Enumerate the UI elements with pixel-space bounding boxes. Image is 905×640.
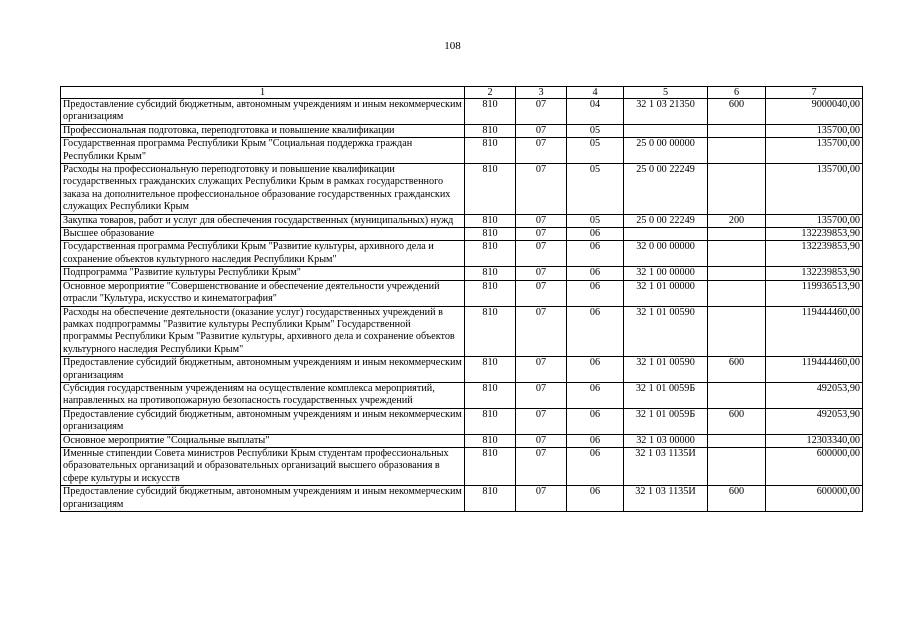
table-row [61, 434, 863, 447]
amount-cell: 132239853,90 [766, 267, 863, 280]
row-name-cell: Подпрограмма "Развитие культуры Республики Крым" [61, 267, 465, 280]
table-row [61, 124, 863, 137]
column-header: 2 [465, 87, 516, 99]
table-row [61, 99, 863, 125]
section-cell: 07 [516, 241, 567, 267]
row-name-cell: Предоставление субсидий бюджетным, автономным учреждениям и иным некоммерческим организациям [61, 486, 465, 512]
section-cell: 07 [516, 408, 567, 434]
subsection-cell: 06 [567, 280, 624, 306]
admin-code-cell: 810 [465, 486, 516, 512]
target-article-cell [624, 124, 708, 137]
subsection-cell: 04 [567, 99, 624, 125]
table-row [61, 486, 863, 512]
expense-type-cell [708, 124, 766, 137]
expense-type-cell [708, 382, 766, 408]
expense-type-cell [708, 306, 766, 357]
expense-type-cell: 600 [708, 99, 766, 125]
admin-code-cell: 810 [465, 357, 516, 383]
admin-code-cell: 810 [465, 382, 516, 408]
section-cell: 07 [516, 306, 567, 357]
section-cell: 07 [516, 267, 567, 280]
column-header: 3 [516, 87, 567, 99]
table-row [61, 280, 863, 306]
target-article-cell: 25 0 00 00000 [624, 138, 708, 164]
expense-type-cell [708, 241, 766, 267]
table-row [61, 138, 863, 164]
target-article-cell [624, 228, 708, 241]
expense-type-cell [708, 138, 766, 164]
section-cell: 07 [516, 382, 567, 408]
target-article-cell: 32 1 01 00590 [624, 306, 708, 357]
column-header: 4 [567, 87, 624, 99]
row-name-cell: Закупка товаров, работ и услуг для обеспечения государственных (муниципальных) нужд [61, 214, 465, 227]
amount-cell: 119444460,00 [766, 357, 863, 383]
table-row [61, 228, 863, 241]
target-article-cell: 32 1 03 21350 [624, 99, 708, 125]
subsection-cell: 06 [567, 382, 624, 408]
target-article-cell: 32 1 03 1135И [624, 486, 708, 512]
column-header: 7 [766, 87, 863, 99]
amount-cell: 119444460,00 [766, 306, 863, 357]
amount-cell: 492053,90 [766, 408, 863, 434]
row-name-cell: Государственная программа Республики Крым "Развитие культуры, архивного дела и сохранение объектов культурного наследия Республики Крым" [61, 241, 465, 267]
subsection-cell: 05 [567, 138, 624, 164]
row-name-cell: Государственная программа Республики Крым "Социальная поддержка граждан Республики Крым" [61, 138, 465, 164]
target-article-cell: 32 1 01 0059Б [624, 382, 708, 408]
row-name-cell: Предоставление субсидий бюджетным, автономным учреждениям и иным некоммерческим организациям [61, 408, 465, 434]
admin-code-cell: 810 [465, 408, 516, 434]
admin-code-cell: 810 [465, 306, 516, 357]
section-cell: 07 [516, 357, 567, 383]
table-row [61, 447, 863, 485]
row-name-cell: Профессиональная подготовка, переподготовка и повышение квалификации [61, 124, 465, 137]
subsection-cell: 06 [567, 447, 624, 485]
expense-type-cell: 600 [708, 486, 766, 512]
section-cell: 07 [516, 124, 567, 137]
expense-type-cell: 200 [708, 214, 766, 227]
target-article-cell: 25 0 00 22249 [624, 214, 708, 227]
section-cell: 07 [516, 280, 567, 306]
row-name-cell: Основное мероприятие "Совершенствование и обеспечение деятельности учреждений отрасли "Культура, искусство и кинематография" [61, 280, 465, 306]
table-body [61, 99, 863, 512]
admin-code-cell: 810 [465, 99, 516, 125]
table-row [61, 164, 863, 215]
subsection-cell: 06 [567, 306, 624, 357]
amount-cell: 600000,00 [766, 447, 863, 485]
target-article-cell: 32 1 00 00000 [624, 267, 708, 280]
expense-type-cell [708, 280, 766, 306]
amount-cell: 135700,00 [766, 138, 863, 164]
page-number: 108 [444, 40, 461, 52]
expense-type-cell [708, 447, 766, 485]
section-cell: 07 [516, 214, 567, 227]
expense-type-cell [708, 434, 766, 447]
row-name-cell: Предоставление субсидий бюджетным, автономным учреждениям и иным некоммерческим организациям [61, 99, 465, 125]
amount-cell: 135700,00 [766, 214, 863, 227]
amount-cell: 600000,00 [766, 486, 863, 512]
amount-cell: 132239853,90 [766, 228, 863, 241]
expense-type-cell: 600 [708, 408, 766, 434]
target-article-cell: 32 1 03 1135И [624, 447, 708, 485]
target-article-cell: 25 0 00 22249 [624, 164, 708, 215]
amount-cell: 135700,00 [766, 124, 863, 137]
subsection-cell: 06 [567, 241, 624, 267]
subsection-cell: 05 [567, 214, 624, 227]
subsection-cell: 06 [567, 408, 624, 434]
row-name-cell: Именные стипендии Совета министров Республики Крым студентам профессиональных образовательных организаций и образовательных организаций высшего образования в сфере культуры и искусств [61, 447, 465, 485]
subsection-cell: 06 [567, 228, 624, 241]
target-article-cell: 32 1 01 00590 [624, 357, 708, 383]
expense-type-cell [708, 164, 766, 215]
amount-cell: 135700,00 [766, 164, 863, 215]
table-row [61, 408, 863, 434]
table-row [61, 241, 863, 267]
subsection-cell: 06 [567, 434, 624, 447]
row-name-cell: Высшее образование [61, 228, 465, 241]
admin-code-cell: 810 [465, 138, 516, 164]
amount-cell: 132239853,90 [766, 241, 863, 267]
table-row [61, 306, 863, 357]
section-cell: 07 [516, 228, 567, 241]
table-row [61, 382, 863, 408]
column-header: 1 [61, 87, 465, 99]
expense-type-cell [708, 228, 766, 241]
section-cell: 07 [516, 447, 567, 485]
budget-table [60, 86, 863, 512]
table-row [61, 357, 863, 383]
table-header-row [61, 87, 863, 99]
row-name-cell: Основное мероприятие "Социальные выплаты" [61, 434, 465, 447]
admin-code-cell: 810 [465, 164, 516, 215]
admin-code-cell: 810 [465, 124, 516, 137]
target-article-cell: 32 1 03 00000 [624, 434, 708, 447]
section-cell: 07 [516, 434, 567, 447]
table-row [61, 214, 863, 227]
row-name-cell: Субсидия государственным учреждениям на осуществление комплекса мероприятий, направленных на противопожарную безопасность государственных учреждений [61, 382, 465, 408]
section-cell: 07 [516, 486, 567, 512]
subsection-cell: 06 [567, 267, 624, 280]
row-name-cell: Расходы на обеспечение деятельности (оказание услуг) государственных учреждений в рамках подпрограммы "Развитие культуры Республики Крым" Государственной программы Республики Крым "Развитие культуры, архивного дела и сохранение объектов культурного наследия Республики Крым" [61, 306, 465, 357]
admin-code-cell: 810 [465, 280, 516, 306]
table-row [61, 267, 863, 280]
subsection-cell: 05 [567, 164, 624, 215]
admin-code-cell: 810 [465, 267, 516, 280]
amount-cell: 9000040,00 [766, 99, 863, 125]
amount-cell: 492053,90 [766, 382, 863, 408]
target-article-cell: 32 1 01 00000 [624, 280, 708, 306]
subsection-cell: 06 [567, 357, 624, 383]
admin-code-cell: 810 [465, 241, 516, 267]
target-article-cell: 32 1 01 0059Б [624, 408, 708, 434]
section-cell: 07 [516, 164, 567, 215]
column-header: 6 [708, 87, 766, 99]
row-name-cell: Расходы на профессиональную переподготовку и повышение квалификации государственных гражданских служащих Республики Крым в рамках государственного заказа на дополнительное профессиональное образование государственных гражданских служащих Республики Крым [61, 164, 465, 215]
expense-type-cell: 600 [708, 357, 766, 383]
admin-code-cell: 810 [465, 214, 516, 227]
column-header: 5 [624, 87, 708, 99]
expense-type-cell [708, 267, 766, 280]
subsection-cell: 06 [567, 486, 624, 512]
admin-code-cell: 810 [465, 228, 516, 241]
section-cell: 07 [516, 99, 567, 125]
target-article-cell: 32 0 00 00000 [624, 241, 708, 267]
amount-cell: 119936513,90 [766, 280, 863, 306]
subsection-cell: 05 [567, 124, 624, 137]
admin-code-cell: 810 [465, 434, 516, 447]
admin-code-cell: 810 [465, 447, 516, 485]
section-cell: 07 [516, 138, 567, 164]
row-name-cell: Предоставление субсидий бюджетным, автономным учреждениям и иным некоммерческим организациям [61, 357, 465, 383]
amount-cell: 12303340,00 [766, 434, 863, 447]
